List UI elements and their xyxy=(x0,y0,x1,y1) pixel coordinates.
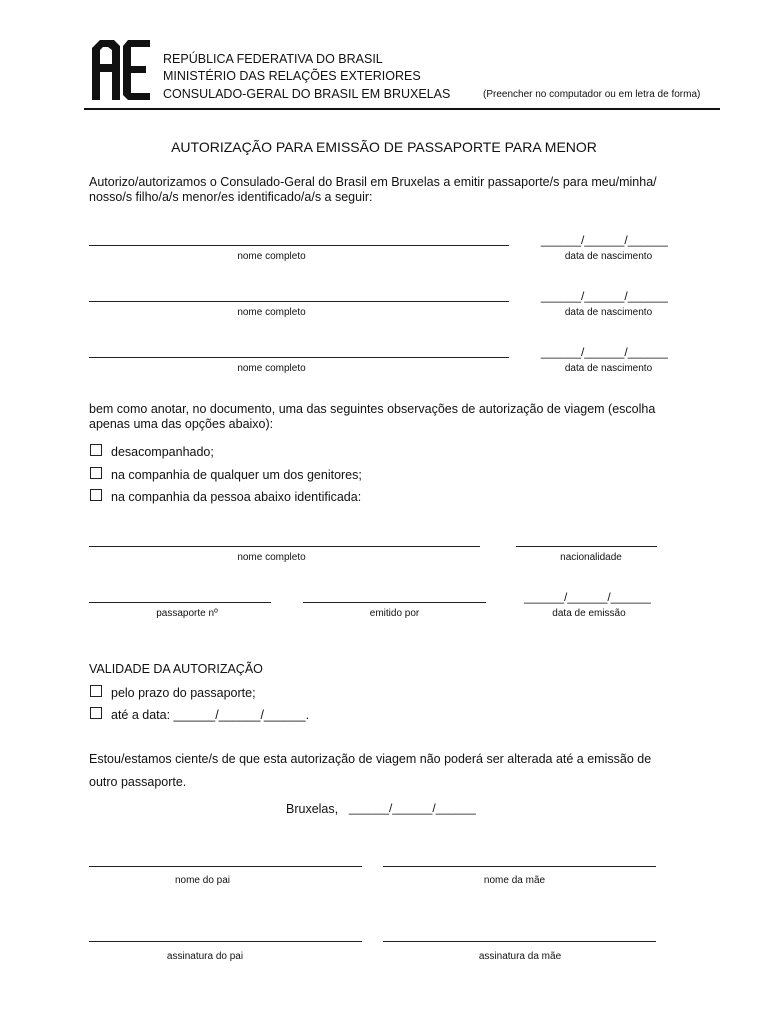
mother-signature-field[interactable] xyxy=(383,941,656,942)
observations-line-2: apenas uma das opções abaixo): xyxy=(89,417,274,431)
minor-3-birthdate-caption: data de nascimento xyxy=(564,363,653,374)
companion-nationality-caption: nacionalidade xyxy=(560,552,622,563)
intro-line-1: Autorizo/autorizamos o Consulado-Geral do Brasil em Bruxelas a emitir passaporte/s para meu/minha/ xyxy=(89,175,657,189)
minor-2-name-field[interactable] xyxy=(89,301,509,302)
minor-1-birthdate-field[interactable]: ______/______/______ xyxy=(541,233,668,247)
companion-passport-caption: passaporte nº xyxy=(156,608,218,619)
fill-instruction-note: (Preencher no computador ou em letra de forma) xyxy=(483,89,701,100)
father-signature-field[interactable] xyxy=(89,941,362,942)
page-title: AUTORIZAÇÃO PARA EMISSÃO DE PASSAPORTE PARA MENOR xyxy=(171,139,597,155)
companion-issuer-field[interactable] xyxy=(303,602,486,603)
option-with-either-parent-label: na companhia de qualquer um dos genitores; xyxy=(111,468,362,482)
companion-issuer-caption: emitido por xyxy=(369,608,420,619)
checkbox-until-date[interactable] xyxy=(90,707,102,719)
option-unaccompanied-label: desacompanhado; xyxy=(111,445,214,459)
companion-issue-date-caption: data de emissão xyxy=(552,608,626,619)
signing-date-field[interactable]: ______/______/______ xyxy=(349,801,476,815)
companion-name-caption: nome completo xyxy=(237,552,306,563)
minor-3-name-caption: nome completo xyxy=(237,363,306,374)
minor-3-name-field[interactable] xyxy=(89,357,509,358)
companion-name-field[interactable] xyxy=(89,546,480,547)
header-line-3: CONSULADO-GERAL DO BRASIL EM BRUXELAS xyxy=(163,87,451,101)
validity-heading: VALIDADE DA AUTORIZAÇÃO xyxy=(89,662,263,676)
intro-line-2: nosso/s filho/a/s menor/es identificado/a/s a seguir: xyxy=(89,190,373,204)
validity-option-2-label: até a data: ______/______/______. xyxy=(111,708,310,722)
minor-2-birthdate-caption: data de nascimento xyxy=(564,307,653,318)
minor-1-birthdate-caption: data de nascimento xyxy=(564,251,653,262)
ae-emblem-icon xyxy=(90,38,152,102)
minor-3-birthdate-field[interactable]: ______/______/______ xyxy=(541,345,668,359)
minor-2-birthdate-field[interactable]: ______/______/______ xyxy=(541,289,668,303)
minor-1-name-caption: nome completo xyxy=(237,251,306,262)
statement-line-2: outro passaporte. xyxy=(89,775,187,789)
place-city: Bruxelas, xyxy=(286,802,339,816)
mother-signature-caption: assinatura da mãe xyxy=(478,951,562,962)
observations-line-1: bem como anotar, no documento, uma das seguintes observações de autorização de viagem (escolha xyxy=(89,402,656,416)
header-divider xyxy=(84,108,720,110)
companion-passport-field[interactable] xyxy=(89,602,271,603)
header-line-2: MINISTÉRIO DAS RELAÇÕES EXTERIORES xyxy=(163,69,421,83)
option-with-identified-person-label: na companhia da pessoa abaixo identificada: xyxy=(111,490,362,504)
father-signature-caption: assinatura do pai xyxy=(166,951,244,962)
companion-nationality-field[interactable] xyxy=(516,546,657,547)
mother-name-field[interactable] xyxy=(383,866,656,867)
checkbox-passport-validity[interactable] xyxy=(90,685,102,697)
consulate-logo xyxy=(90,38,152,102)
header-line-1: REPÚBLICA FEDERATIVA DO BRASIL xyxy=(163,52,383,66)
mother-name-caption: nome da mãe xyxy=(483,875,546,886)
father-name-field[interactable] xyxy=(89,866,362,867)
checkbox-with-identified-person[interactable] xyxy=(90,489,102,501)
companion-issue-date-field[interactable]: ______/______/______ xyxy=(524,590,651,604)
minor-1-name-field[interactable] xyxy=(89,245,509,246)
validity-option-1-label: pelo prazo do passaporte; xyxy=(111,686,256,700)
father-name-caption: nome do pai xyxy=(174,875,231,886)
minor-2-name-caption: nome completo xyxy=(237,307,306,318)
statement-line-1: Estou/estamos ciente/s de que esta autorização de viagem não poderá ser alterada até a emissão de xyxy=(89,752,652,766)
checkbox-with-either-parent[interactable] xyxy=(90,467,102,479)
checkbox-unaccompanied[interactable] xyxy=(90,444,102,456)
